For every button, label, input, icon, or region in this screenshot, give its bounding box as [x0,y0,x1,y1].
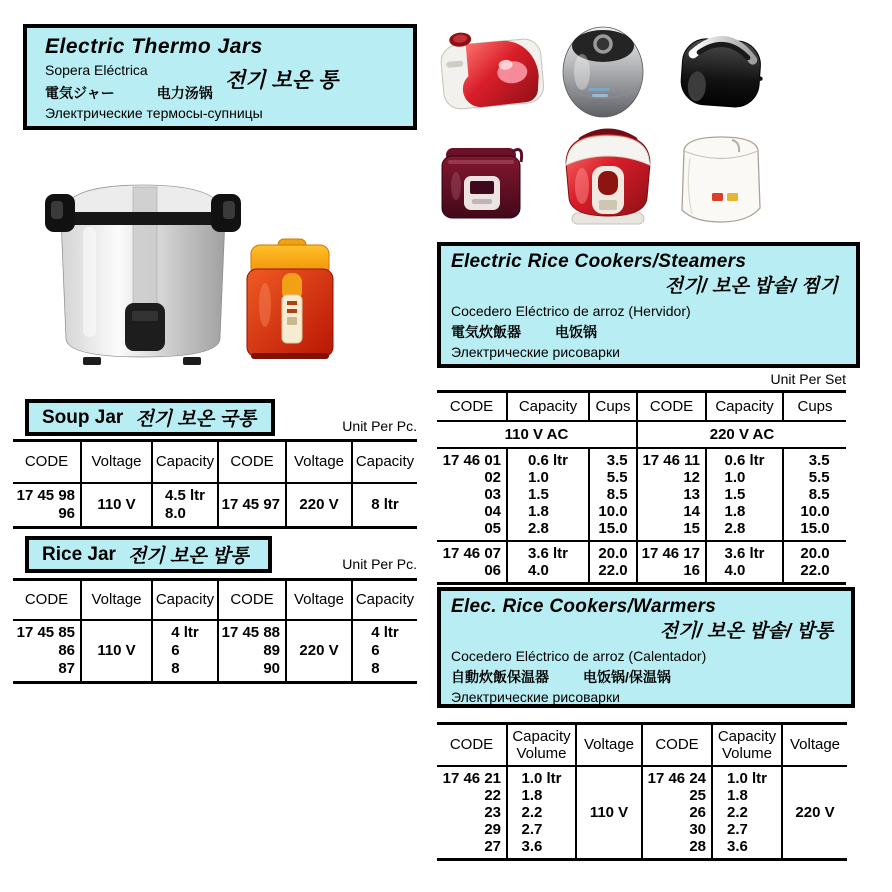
rice-col-voltage-2: Voltage [286,580,352,620]
thermo-jars-chinese: 电力汤锅 [156,85,213,101]
photo-cooker-red-white-lid [566,132,650,224]
rice-col-voltage-1: Voltage [81,580,152,620]
warmers-col-capacity-2: Capacity Volume [712,724,782,766]
soup-code-cell-110: 17 45 98 96 [16,486,75,522]
photo-cooker-silver-round [563,27,643,117]
steamers-code-cell-220a: 17 46 11 12 13 14 15 [637,448,706,541]
steamers-table [437,390,846,585]
warmers-voltage-cell-220: 220 V [782,766,847,860]
soup-col-voltage-2: Voltage [286,441,352,483]
steamers-japanese: 電気炊飯器 [451,324,521,340]
steamers-unit-note: Unit Per Set [770,371,846,387]
thermo-jars-japanese: 電気ジャー [45,85,115,101]
warmers-cjk-line [451,668,841,687]
steamers-col-code-1: CODE [437,392,507,421]
steamers-cups-cell-110b: 20.0 22.0 [589,541,637,584]
soup-col-voltage-1: Voltage [81,441,152,483]
steamers-col-cups-1: Cups [589,392,637,421]
thermo-jars-russian: Электрические термосы-супницы [45,105,263,121]
rice-code-cell-110: 17 45 85 86 87 [16,623,75,677]
steamers-cups-cell-110a: 3.5 5.5 8.5 10.0 15.0 [589,448,637,541]
steamers-chinese: 电饭锅 [555,324,597,340]
steamers-cups-cell-220a: 3.5 5.5 8.5 10.0 15.0 [783,448,846,541]
soup-voltage-cell-220: 220 V [286,483,352,528]
soup-col-code-2: CODE [218,441,286,483]
soup-capacity-cell-110: 4.5 ltr 8.0 [152,483,218,528]
warmers-japanese: 自動炊飯保温器 [451,669,549,685]
steamers-cups-cell-220b: 20.0 22.0 [783,541,846,584]
steamers-col-capacity-1: Capacity [507,392,589,421]
steamers-code-cell-110b: 17 46 07 06 [442,544,501,579]
thermo-jar-photo [35,165,345,375]
warmers-header-box [437,587,855,708]
rice-col-code-1: CODE [13,580,81,620]
steamers-code-cell-220b: 17 46 17 16 [637,541,706,584]
steamers-col-code-2: CODE [637,392,706,421]
steamers-col-capacity-2: Capacity [706,392,783,421]
soup-code-cell-220: 17 45 97 [218,483,286,528]
thermo-jars-spanish: Sopera Eléctrica [45,62,148,78]
photo-thermo-jar-steel [45,185,241,365]
warmers-korean: 전기/ 보온 밥솥/ 밥통 [659,621,833,642]
thermo-jars-title: Electric Thermo Jars [45,35,263,58]
steamers-korean: 전기/ 보온 밥솥/ 찜기 [664,276,838,297]
rice-code-cell-220: 17 45 88 89 90 [218,620,286,683]
warmers-capacity-cell-220: 1.0 ltr 1.8 2.2 2.7 3.6 [712,766,782,860]
soup-jar-korean: 전기 보온 국통 [135,409,256,430]
warmers-col-voltage-2: Voltage [782,724,847,766]
soup-jar-table [13,439,417,529]
warmers-russian: Электрические рисоварки [451,689,620,705]
thermo-jars-header-box [23,24,417,130]
warmers-col-capacity-1: Capacity Volume [507,724,576,766]
steamers-spanish: Cocedero Eléctrico de arroz (Hervidor) [451,303,691,319]
steamers-header-box [437,242,860,368]
photo-cooker-black-round [680,37,766,109]
warmers-title: Elec. Rice Cookers/Warmers [451,596,717,617]
rice-jar-unit-note: Unit Per Pc. [342,556,417,572]
soup-col-code-1: CODE [13,441,81,483]
warmers-col-code-1: CODE [437,724,507,766]
photo-cooker-white [682,137,760,222]
thermo-jars-korean: 전기 보온 통 [225,69,339,92]
steamers-capacity-cell-220a: 0.6 ltr 1.0 1.5 1.8 2.8 [706,448,783,541]
cooker-photo-grid [432,10,768,232]
steamers-subheader-220: 220 V AC [637,421,846,448]
rice-voltage-cell-110: 110 V [81,620,152,683]
rice-jar-table [13,578,417,684]
steamers-col-cups-2: Cups [783,392,846,421]
photo-thermo-jar-mini-red [247,239,333,359]
photo-cooker-maroon [442,148,522,218]
steamers-capacity-cell-110a: 0.6 ltr 1.0 1.5 1.8 2.8 [507,448,589,541]
rice-jar-title: Rice Jar [42,543,116,565]
soup-jar-header-box [25,399,275,436]
steamers-capacity-cell-110b: 3.6 ltr 4.0 [507,541,589,584]
warmers-table [437,722,847,861]
soup-jar-title: Soup Jar [42,406,124,428]
steamers-code-cell-110a: 17 46 01 02 03 04 05 [437,448,507,541]
steamers-russian: Электрические рисоварки [451,344,620,360]
steamers-title: Electric Rice Cookers/Steamers [451,251,747,272]
steamers-cjk-line [451,323,846,342]
soup-capacity-cell-220: 8 ltr [352,483,417,528]
warmers-code-cell-110: 17 46 21 22 23 29 27 [442,769,501,855]
soup-col-capacity-1: Capacity [152,441,218,483]
rice-col-capacity-1: Capacity [152,580,218,620]
warmers-col-voltage-1: Voltage [576,724,642,766]
rice-col-code-2: CODE [218,580,286,620]
soup-col-capacity-2: Capacity [352,441,417,483]
soup-jar-unit-note: Unit Per Pc. [342,418,417,434]
warmers-col-code-2: CODE [642,724,712,766]
warmers-spanish: Cocedero Eléctrico de arroz (Calentador) [451,648,707,664]
steamers-subheader-110: 110 V AC [437,421,637,448]
rice-jar-korean: 전기 보온 밥통 [127,546,249,567]
soup-voltage-cell-110: 110 V [81,483,152,528]
warmers-voltage-cell-110: 110 V [576,766,642,860]
warmers-chinese: 电饭锅/保温锅 [583,669,671,685]
rice-capacity-cell-220: 4 ltr 6 8 [352,620,417,683]
rice-col-capacity-2: Capacity [352,580,417,620]
warmers-capacity-cell-110: 1.0 ltr 1.8 2.2 2.7 3.6 [507,766,576,860]
rice-jar-header-box [25,536,272,573]
photo-cooker-red-horizontal [439,26,545,110]
steamers-capacity-cell-220b: 3.6 ltr 4.0 [706,541,783,584]
warmers-code-cell-220: 17 46 24 25 26 30 28 [642,766,712,860]
rice-capacity-cell-110: 4 ltr 6 8 [152,620,218,683]
rice-voltage-cell-220: 220 V [286,620,352,683]
